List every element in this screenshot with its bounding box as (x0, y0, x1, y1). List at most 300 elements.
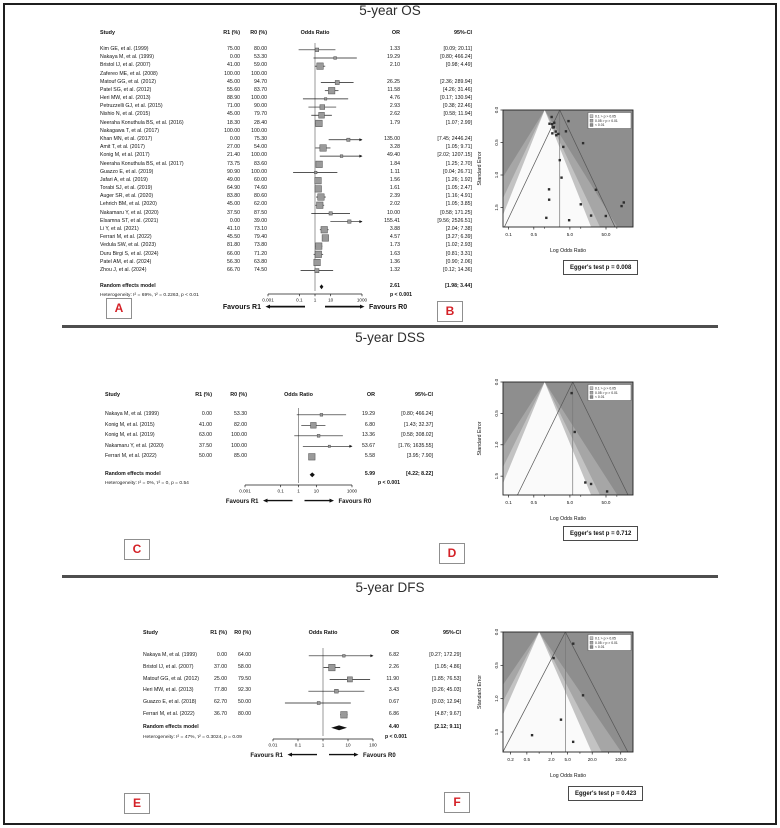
r1-value: 75.00 (227, 46, 240, 52)
ci-value: [1.05; 9.71] (446, 144, 472, 151)
funnel-xtick-label: 5.0 (566, 232, 574, 237)
column-header-study: Study (105, 392, 120, 398)
funnel-legend-label: 0.1 > p > 0.05 (595, 636, 616, 641)
column-header-ci: 95%-CI (443, 630, 461, 636)
funnel-legend-label: < 0.01 (595, 395, 605, 400)
ci-value: [0.09; 20.11] (443, 46, 472, 52)
or-value: 1.32 (389, 266, 400, 273)
ci-value: [4.26; 31.46] (443, 86, 472, 93)
or-value: 4.57 (389, 234, 400, 241)
favours-left-label: Favours R1 (250, 752, 283, 759)
or-value: 1.56 (389, 176, 400, 183)
study-name: Konig M, et al. (2017) (100, 152, 150, 159)
funnel-xtick-label: 0.1 (505, 500, 512, 505)
r1-value: 73.75 (227, 160, 240, 167)
axis-tick-label: 1 (297, 488, 300, 494)
ci-value: [1.16; 4.91] (446, 193, 472, 200)
funnel-plot-dss (455, 367, 690, 535)
forest-plot-os (100, 28, 482, 320)
r1-value: 25.00 (214, 675, 227, 682)
summary-label: Random effects model (100, 283, 156, 289)
r0-value: 79.70 (254, 111, 267, 118)
panel-label-b: B (437, 301, 463, 322)
study-name: Matouf GG, et al. (2012) (100, 78, 156, 85)
favours-right-label: Favours R0 (369, 304, 408, 312)
ci-value: [0.81; 3.31] (446, 250, 472, 257)
study-name: Zhou J, et al. (2024) (100, 266, 147, 273)
or-value: 6.80 (364, 421, 375, 428)
panel-label-f: F (444, 792, 470, 813)
r1-value: 41.10 (227, 225, 240, 232)
column-header-study: Study (100, 30, 115, 36)
section-divider (62, 575, 718, 578)
funnel-xtick-label: 100.0 (614, 757, 627, 762)
r1-value: 77.80 (214, 687, 227, 694)
column-header-or: OR (391, 30, 400, 36)
ci-value: [0.12; 14.36] (443, 266, 472, 273)
or-value: 19.29 (362, 411, 375, 417)
funnel-ytick-label: 0.5 (494, 410, 499, 417)
r1-value: 66.00 (227, 250, 240, 257)
r0-value: 53.30 (254, 54, 267, 61)
panel-label-c: C (124, 539, 150, 560)
r1-value: 37.50 (227, 209, 240, 216)
or-value: 6.82 (388, 652, 399, 658)
study-name: Auger SR, et al. (2020) (100, 193, 154, 200)
or-value: 13.36 (362, 432, 375, 438)
axis-tick-label: 10 (345, 742, 351, 748)
r0-value: 92.30 (238, 687, 251, 694)
r0-value: 80.00 (254, 46, 267, 52)
study-name: Kim GE, et al. (1999) (100, 46, 149, 52)
r1-value: 90.90 (227, 168, 240, 175)
r1-value: 55.60 (227, 86, 240, 93)
r1-value: 0.00 (229, 54, 240, 61)
or-value: 3.43 (388, 687, 399, 694)
r0-value: 63.80 (254, 258, 267, 265)
or-value: 2.26 (388, 663, 399, 670)
funnel-xtick-label: 0.5 (530, 500, 538, 505)
ci-value: [0.80; 466.24] (440, 54, 472, 61)
study-name: Neeraha Konuthula BS, et al. (2016) (100, 119, 184, 126)
ci-value: [2.04; 7.38] (446, 225, 472, 232)
ci-value: [7.45; 2446.24] (437, 135, 472, 142)
axis-tick-label: 100 (369, 742, 377, 748)
summary-p-value: p < 0.001 (389, 291, 412, 298)
funnel-ytick-label: 1.5 (494, 204, 499, 211)
study-name: Guazzo E, et al. (2018) (143, 699, 197, 706)
r0-value: 80.00 (238, 711, 251, 717)
or-value: 155.41 (384, 217, 400, 224)
or-value: 26.25 (387, 78, 400, 85)
r0-value: 85.00 (234, 453, 247, 459)
forest-plot-dss (105, 390, 487, 522)
r0-value: 100.00 (231, 442, 247, 449)
r1-value: 0.00 (229, 217, 240, 224)
funnel-ytick-label: 1.0 (494, 441, 499, 448)
funnel-xaxis-label: Log Odds Ratio (549, 516, 587, 522)
axis-tick-label: 0.1 (296, 297, 303, 303)
funnel-ytick-label: 0.5 (494, 662, 499, 669)
forest-plot-dfs (143, 628, 483, 773)
r0-value: 74.60 (254, 185, 267, 192)
funnel-ytick-label: 0.0 (494, 628, 499, 636)
study-name: Petruzzelli GJ, et al. (2015) (100, 103, 163, 110)
favours-left-label: Favours R1 (222, 304, 261, 312)
r1-value: 37.50 (199, 442, 212, 449)
column-header-or: OR (390, 630, 399, 636)
summary-or: 2.61 (389, 283, 400, 289)
ci-value: [0.80; 466.24] (401, 411, 433, 417)
summary-ci: [4.22; 8.22] (406, 471, 433, 477)
ci-value: [1.25; 2.70] (446, 160, 472, 167)
r0-value: 87.50 (254, 209, 267, 216)
or-value: 1.11 (390, 168, 400, 175)
r1-value: 36.70 (214, 711, 227, 717)
r0-value: 100.00 (251, 127, 267, 134)
or-value: 2.39 (389, 193, 400, 200)
axis-tick-label: 0.001 (262, 297, 274, 303)
ci-value: [3.95; 7.90] (407, 453, 433, 459)
r0-value: 94.70 (254, 78, 267, 85)
study-name: Heri MW, et al. (2013) (143, 687, 194, 694)
or-value: 1.63 (389, 250, 400, 257)
column-header-odds-ratio: Odds Ratio (308, 630, 338, 636)
r1-value: 21.40 (227, 152, 240, 159)
ci-value: [0.90; 2.06] (446, 258, 472, 265)
study-name: Konig M, et al. (2015) (105, 421, 155, 428)
r0-value: 100.00 (251, 70, 267, 77)
funnel-xtick-label: 5.0 (564, 757, 571, 762)
study-name: Jafari A, et al. (2019) (100, 176, 148, 183)
funnel-legend-label: 0.1 > p > 0.05 (595, 114, 616, 119)
r1-value: 100.00 (224, 70, 240, 77)
column-header-r1: R1 (%) (210, 630, 227, 636)
r0-value: 60.00 (254, 176, 267, 183)
r1-value: 66.70 (227, 266, 240, 273)
funnel-plot-dfs (455, 617, 690, 792)
funnel-legend-label: 0.05 > p > 0.01 (595, 118, 618, 123)
study-name: Ferrari M, et al. (2022) (143, 711, 195, 717)
r0-value: 100.00 (251, 95, 267, 102)
funnel-xtick-label: 0.2 (507, 757, 514, 762)
study-name: Zafereo ME, et al. (2008) (100, 70, 158, 77)
summary-label: Random effects model (105, 471, 161, 477)
column-header-r0: R0 (%) (230, 392, 247, 398)
ci-value: [2.36; 289.94] (440, 78, 472, 85)
funnel-xtick-label: 20.0 (587, 757, 597, 762)
study-name: Nakagawa T, et al. (2017) (100, 127, 160, 134)
favours-right-label: Favours R0 (363, 752, 396, 759)
r0-value: 79.40 (254, 234, 267, 241)
or-value: 19.29 (387, 54, 400, 61)
r1-value: 0.00 (201, 411, 212, 417)
or-value: 10.00 (387, 209, 400, 216)
study-name: Nakamaru Y, et al. (2020) (105, 442, 164, 449)
ci-value: [1.05; 3.85] (446, 201, 472, 208)
study-name: Heri MW, et al. (2013) (100, 95, 151, 102)
r1-value: 18.30 (227, 119, 240, 126)
r1-value: 41.00 (199, 421, 212, 428)
column-header-ci: 95%-CI (454, 30, 472, 36)
section-title-dfs: 5-year DFS (355, 580, 425, 595)
study-name: Nakaya M, et al. (1999) (100, 54, 154, 61)
r1-value: 71.00 (227, 103, 240, 110)
funnel-legend-label: < 0.01 (595, 123, 605, 128)
r1-value: 45.00 (227, 111, 240, 118)
axis-tick-label: 0.1 (294, 742, 302, 748)
or-value: 2.02 (389, 201, 400, 208)
r0-value: 79.50 (238, 675, 251, 682)
funnel-xtick-label: 50.0 (601, 232, 611, 237)
study-name: Duru Birgi S, et al. (2024) (100, 250, 159, 257)
summary-or: 5.99 (364, 471, 375, 477)
r0-value: 83.70 (254, 86, 267, 93)
summary-p-value: p < 0.001 (377, 479, 400, 486)
funnel-legend-label: 0.1 > p > 0.05 (595, 386, 616, 391)
r0-value: 58.00 (238, 663, 251, 670)
ci-value: [1.76; 1635.55] (398, 442, 433, 449)
ci-value: [1.02; 2.93] (446, 242, 472, 249)
funnel-ytick-label: 1.0 (494, 695, 499, 702)
heterogeneity-note: Heterogeneity: I² = 0%, τ² = 0, p = 0.54 (105, 481, 189, 486)
r0-value: 39.00 (254, 217, 267, 224)
r1-value: 27.00 (227, 144, 240, 151)
or-value: 0.67 (388, 699, 399, 706)
r1-value: 49.00 (227, 176, 240, 183)
r1-value: 64.90 (227, 185, 240, 192)
summary-label: Random effects model (143, 724, 199, 730)
r0-value: 75.30 (254, 135, 267, 142)
study-name: Nakaya M, et al. (1999) (143, 652, 197, 658)
column-header-study: Study (143, 630, 158, 636)
r0-value: 28.40 (254, 119, 267, 126)
ci-value: [1.43; 32.37] (404, 421, 433, 428)
ci-value: [9.56; 2526.51] (437, 217, 472, 224)
or-value: 49.40 (387, 152, 400, 159)
or-value: 11.90 (386, 675, 399, 682)
study-name: Bristol IJ, et al. (2007) (143, 663, 194, 670)
r1-value: 45.00 (227, 78, 240, 85)
or-value: 1.73 (389, 242, 400, 249)
r0-value: 59.00 (254, 62, 267, 69)
study-name: Guazzo E, et al. (2019) (100, 168, 154, 175)
column-header-odds-ratio: Odds Ratio (284, 392, 313, 398)
r1-value: 62.70 (214, 699, 227, 706)
study-name: Amit T, et al. (2017) (100, 144, 145, 151)
funnel-ytick-label: 1.5 (494, 728, 499, 736)
column-header-r1: R1 (%) (195, 392, 212, 398)
funnel-ytick-label: 0.0 (494, 106, 499, 114)
funnel-legend-label: < 0.01 (595, 645, 605, 650)
r1-value: 88.90 (227, 95, 240, 102)
r1-value: 100.00 (224, 127, 240, 134)
study-name: Ferrari M, et al. (2022) (105, 453, 157, 459)
or-value: 135.00 (384, 135, 400, 142)
heterogeneity-note: Heterogeneity: I² = 47%, τ² = 0.3024, p = 0.09 (143, 735, 242, 740)
ci-value: [0.26; 45.03] (432, 687, 461, 694)
egger-test-box-os: Egger's test p = 0.008 (563, 260, 638, 275)
r0-value: 64.00 (238, 652, 251, 658)
study-name: Elsamna ST, et al. (2021) (100, 217, 159, 224)
or-value: 2.10 (389, 62, 400, 69)
column-header-or: OR (366, 392, 375, 398)
ci-value: [4.87; 9.67] (435, 711, 461, 717)
or-value: 11.58 (387, 86, 400, 93)
ci-value: [0.03; 12.94] (432, 699, 461, 706)
axis-tick-label: 1000 (346, 488, 358, 494)
or-value: 53.67 (362, 442, 375, 449)
funnel-yaxis-label: Standard Error (477, 421, 483, 456)
summary-ci: [2.12; 9.11] (434, 724, 461, 730)
column-header-r1: R1 (%) (223, 30, 240, 36)
axis-tick-label: 10 (328, 297, 334, 303)
axis-tick-label: 0.001 (239, 488, 251, 494)
ci-value: [3.27; 6.39] (446, 234, 472, 241)
favours-left-label: Favours R1 (225, 498, 259, 505)
r1-value: 50.00 (199, 453, 212, 459)
study-name: Matouf GG, et al. (2012) (143, 675, 199, 682)
or-value: 5.58 (364, 453, 375, 459)
r1-value: 81.80 (227, 242, 240, 249)
funnel-yaxis-label: Standard Error (477, 151, 483, 186)
funnel-xtick-label: 0.1 (505, 232, 512, 237)
ci-value: [0.04; 26.71] (443, 168, 472, 175)
ci-value: [2.02; 1207.15] (437, 152, 472, 159)
funnel-xaxis-label: Log Odds Ratio (549, 248, 587, 254)
r0-value: 73.80 (254, 242, 267, 249)
r0-value: 100.00 (231, 432, 247, 438)
axis-tick-label: 0.1 (277, 488, 284, 494)
study-name: Ferrari M, et al. (2022) (100, 234, 152, 241)
ci-value: [1.05; 4.86] (435, 663, 461, 670)
or-value: 6.86 (388, 711, 399, 717)
column-header-r0: R0 (%) (250, 30, 267, 36)
or-value: 3.28 (389, 144, 400, 151)
study-name: Patel AM, et al. (2024) (100, 258, 152, 265)
summary-p-value: p < 0.001 (384, 733, 407, 740)
funnel-legend-label: 0.05 > p > 0.01 (595, 640, 618, 645)
r0-value: 71.20 (254, 250, 267, 257)
or-value: 1.33 (389, 46, 400, 52)
funnel-legend-label: 0.05 > p > 0.01 (595, 390, 618, 395)
study-name: Nakaya M, et al. (1999) (105, 411, 159, 417)
r1-value: 37.00 (214, 663, 227, 670)
section-divider (62, 325, 718, 328)
funnel-graphics (455, 367, 690, 542)
study-name: Konig M, et al. (2019) (105, 432, 155, 438)
r0-value: 54.00 (254, 144, 267, 151)
funnel-xtick-label: 0.5 (530, 232, 538, 237)
axis-tick-label: 1 (321, 742, 325, 748)
ci-value: [0.38; 22.46] (443, 103, 472, 110)
funnel-xtick-label: 5.0 (566, 500, 574, 505)
study-name: Li Y, et al. (2021) (100, 225, 139, 232)
funnel-graphics (455, 95, 690, 270)
study-name: Patel SG, et al. (2012) (100, 86, 152, 93)
or-value: 1.79 (389, 119, 400, 126)
r1-value: 0.00 (216, 652, 227, 658)
funnel-xaxis-label: Log Odds Ratio (549, 773, 587, 779)
funnel-xtick-label: 2.0 (548, 757, 555, 762)
ci-value: [0.17; 130.94] (440, 95, 472, 102)
or-value: 1.84 (389, 160, 400, 167)
funnel-ytick-label: 0.0 (494, 378, 499, 386)
ci-value: [0.58; 171.25] (440, 209, 472, 216)
axis-tick-label: 1000 (356, 297, 368, 303)
r0-value: 73.10 (254, 225, 267, 232)
funnel-xtick-label: 0.5 (523, 757, 531, 762)
r1-value: 83.80 (227, 193, 240, 200)
r0-value: 82.00 (234, 421, 247, 428)
r0-value: 62.00 (254, 201, 267, 208)
heterogeneity-note: Heterogeneity: I² = 69%, τ² = 0.2263, p < 0.01 (100, 293, 199, 298)
funnel-ytick-label: 1.0 (494, 171, 499, 179)
r0-value: 74.50 (254, 266, 267, 273)
panel-label-d: D (439, 543, 465, 564)
ci-value: [0.58; 11.94] (443, 111, 472, 118)
r1-value: 56.30 (227, 258, 240, 265)
or-value: 2.93 (389, 103, 400, 110)
or-value: 1.36 (389, 258, 400, 265)
study-name: Vedula SW, et al. (2023) (100, 242, 156, 249)
r0-value: 50.00 (238, 699, 251, 706)
ci-value: [1.05; 2.47] (446, 185, 472, 192)
section-title-dss: 5-year DSS (355, 330, 425, 345)
axis-tick-label: 0.01 (268, 742, 278, 748)
egger-test-box-dss: Egger's test p = 0.712 (563, 526, 638, 541)
study-name: Lehrich BM, et al. (2020) (100, 201, 157, 208)
r1-value: 63.00 (199, 432, 212, 438)
panel-label-a: A (106, 298, 132, 319)
r0-value: 100.00 (251, 152, 267, 159)
egger-test-box-dfs: Egger's test p = 0.423 (568, 786, 643, 801)
summary-or: 4.40 (388, 724, 399, 730)
study-name: Khan MN, et al. (2017) (100, 135, 153, 142)
section-title-os: 5-year OS (359, 3, 421, 18)
axis-tick-label: 1 (313, 297, 317, 303)
funnel-graphics (455, 617, 690, 792)
panel-label-e: E (124, 793, 150, 814)
funnel-ytick-label: 0.5 (494, 139, 499, 146)
column-header-odds-ratio: Odds Ratio (300, 30, 330, 36)
or-value: 3.88 (389, 225, 400, 232)
funnel-xtick-label: 50.0 (601, 500, 611, 505)
ci-value: [0.27; 172.29] (429, 652, 461, 658)
r1-value: 0.00 (229, 135, 240, 142)
r0-value: 53.30 (234, 411, 247, 417)
column-header-r0: R0 (%) (234, 630, 251, 636)
ci-value: [0.58; 308.02] (401, 432, 433, 438)
funnel-plot-os (455, 95, 690, 270)
funnel-ytick-label: 1.5 (494, 472, 499, 480)
study-name: Neeraha Konuthula BS, et al. (2017) (100, 160, 184, 167)
r0-value: 100.00 (251, 168, 267, 175)
r1-value: 45.50 (227, 234, 240, 241)
study-name: Torabi SJ, et al. (2019) (100, 185, 153, 192)
summary-ci: [1.98; 3.44] (445, 283, 472, 289)
r0-value: 90.00 (254, 103, 267, 110)
r1-value: 41.00 (227, 62, 240, 69)
r0-value: 80.60 (254, 193, 267, 200)
favours-right-label: Favours R0 (338, 498, 372, 505)
study-name: Nishio N, et al. (2015) (100, 111, 151, 118)
ci-value: [1.85; 76.53] (432, 675, 461, 682)
r0-value: 83.60 (254, 160, 267, 167)
funnel-yaxis-label: Standard Error (477, 674, 483, 710)
or-value: 2.62 (389, 111, 400, 118)
ci-value: [0.98; 4.49] (446, 62, 472, 69)
